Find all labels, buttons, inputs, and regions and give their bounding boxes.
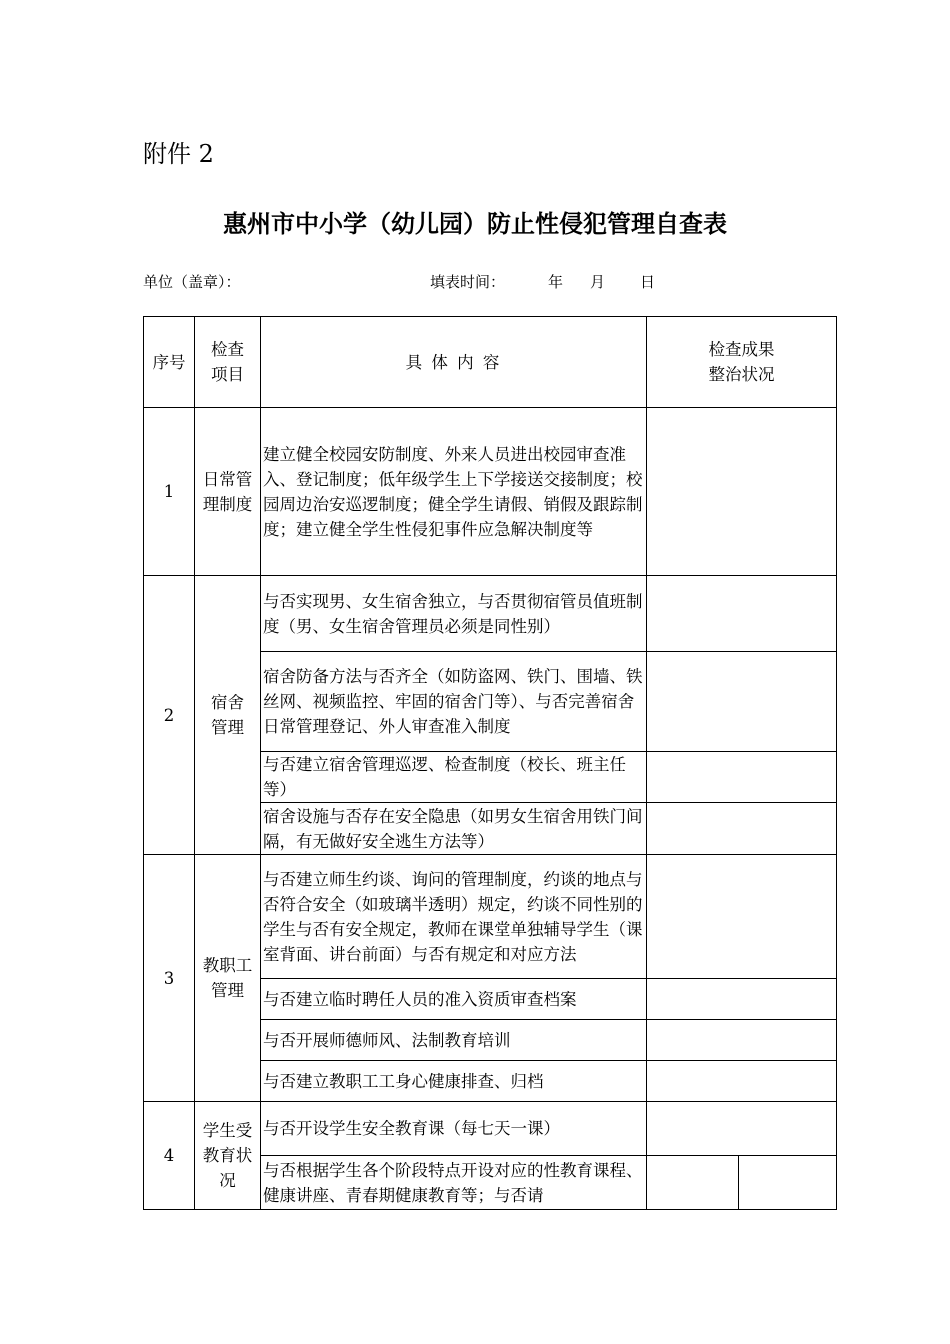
table-row xyxy=(144,408,837,576)
row-content: 宿舍设施与否存在安全隐患（如男女生宿舍用铁门间隔，有无做好安全逃生方法等） xyxy=(261,803,647,855)
row-content: 与否建立教职工工身心健康排查、归档 xyxy=(261,1061,647,1102)
result-cell xyxy=(647,855,837,979)
result-cell xyxy=(647,1156,739,1210)
result-cell xyxy=(647,803,837,855)
unit-label: 单位（盖章）： xyxy=(143,273,241,291)
row-item: 教职工管理 xyxy=(195,855,261,1102)
result-cell xyxy=(647,408,837,576)
month-label: 月 xyxy=(590,273,606,291)
document-title: 惠州市中小学（幼儿园）防止性侵犯管理自查表 xyxy=(223,210,727,238)
row-content: 宿舍防备方法与否齐全（如防盗网、铁门、围墙、铁丝网、视频监控、牢固的宿舍门等）、与否完善宿舍日常管理登记、外人审查准入制度 xyxy=(261,652,647,752)
row-content: 与否根据学生各个阶段特点开设对应的性教育课程、健康讲座、青春期健康教育等；与否请 xyxy=(261,1156,647,1210)
header-result: 检查成果整治状况 xyxy=(647,317,837,408)
table-row xyxy=(144,855,837,979)
result-cell xyxy=(647,752,837,803)
row-content: 建立健全校园安防制度、外来人员进出校园审查准入、登记制度；低年级学生上下学接送交接制度；校园周边治安巡逻制度；健全学生请假、销假及跟踪制度；建立健全学生性侵犯事件应急解决制度等 xyxy=(261,408,647,576)
row-content: 与否实现男、女生宿舍独立，与否贯彻宿管员值班制度（男、女生宿舍管理员必须是同性别） xyxy=(261,576,647,652)
row-item: 学生受教育状况 xyxy=(195,1102,261,1210)
result-cell xyxy=(739,1156,837,1210)
header-row xyxy=(144,317,837,408)
result-cell xyxy=(647,576,837,652)
row-item: 日常管理制度 xyxy=(195,408,261,576)
row-content: 与否开展师德师风、法制教育培训 xyxy=(261,1020,647,1061)
row-content: 与否建立师生约谈、询问的管理制度，约谈的地点与否符合安全（如玻璃半透明）规定，约谈不同性别的学生与否有安全规定，教师在课堂单独辅导学生（课室背面、讲台前面）与否有规定和对应方法 xyxy=(261,855,647,979)
header-item: 检查项目 xyxy=(195,317,261,408)
row-item: 宿舍管理 xyxy=(195,576,261,855)
result-cell xyxy=(647,979,837,1020)
table-row xyxy=(144,1102,837,1156)
header-content: 具 体 内 容 xyxy=(261,317,647,408)
attachment-label: 附件 2 xyxy=(143,140,214,168)
day-label: 日 xyxy=(640,273,656,291)
row-content: 与否建立临时聘任人员的准入资质审查档案 xyxy=(261,979,647,1020)
result-cell xyxy=(647,1102,837,1156)
row-content: 与否开设学生安全教育课（每七天一课） xyxy=(261,1102,647,1156)
result-cell xyxy=(647,1020,837,1061)
result-cell xyxy=(647,652,837,752)
self-check-table xyxy=(143,316,837,1210)
row-no: 3 xyxy=(144,855,195,1102)
header-no: 序号 xyxy=(144,317,195,408)
row-no: 2 xyxy=(144,576,195,855)
row-content: 与否建立宿舍管理巡逻、检查制度（校长、班主任等） xyxy=(261,752,647,803)
row-no: 4 xyxy=(144,1102,195,1210)
result-cell xyxy=(647,1061,837,1102)
table-row xyxy=(144,576,837,652)
row-no: 1 xyxy=(144,408,195,576)
year-label: 年 xyxy=(548,273,564,291)
date-label: 填表时间： xyxy=(430,273,506,291)
